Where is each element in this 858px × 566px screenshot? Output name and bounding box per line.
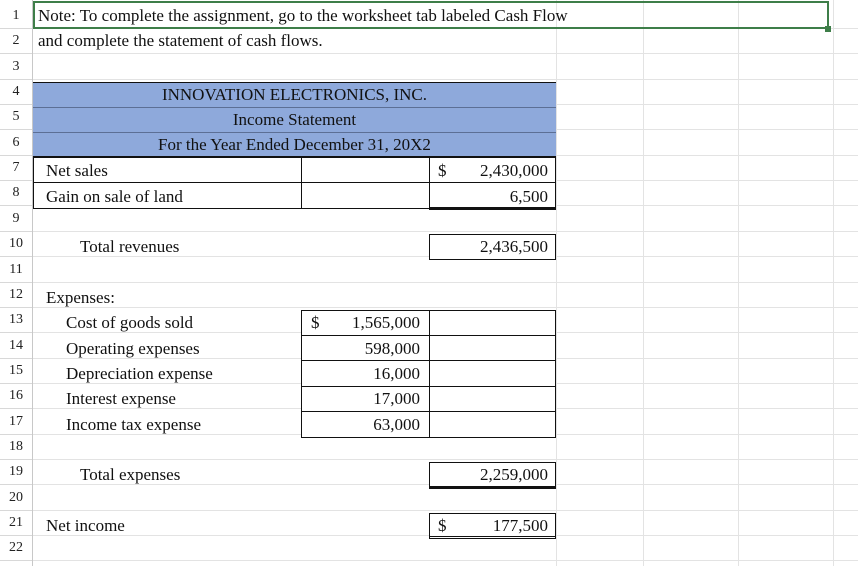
- row-header[interactable]: 22: [0, 536, 32, 561]
- label-net-income: Net income: [46, 516, 125, 535]
- grid-row-line: [33, 282, 858, 283]
- fill-handle[interactable]: [825, 26, 831, 32]
- grid-column-line: [738, 0, 739, 566]
- grid-row-line: [33, 459, 858, 460]
- label-net-sales: Net sales: [46, 161, 108, 180]
- note-line-2[interactable]: and complete the statement of cash flows.: [38, 31, 323, 50]
- row-header[interactable]: 18: [0, 435, 32, 460]
- header-divider: [33, 132, 556, 133]
- row-divider: [301, 360, 556, 361]
- currency-sign: $: [311, 313, 320, 332]
- row-header[interactable]: 2: [0, 29, 32, 54]
- value-income-tax[interactable]: 63,000: [373, 415, 420, 434]
- grid-row-line: [33, 560, 858, 561]
- row-header[interactable]: 13: [0, 308, 32, 333]
- double-underline: [429, 536, 556, 539]
- row-header[interactable]: 19: [0, 460, 32, 485]
- row-header[interactable]: 11: [0, 258, 32, 283]
- grid-column-line: [643, 0, 644, 566]
- value-net-income[interactable]: 177,500: [492, 516, 548, 535]
- row-header[interactable]: 12: [0, 283, 32, 308]
- row-header[interactable]: 3: [0, 55, 32, 80]
- grid-column-line: [833, 0, 834, 566]
- grid-row-line: [33, 307, 858, 308]
- row-header[interactable]: 21: [0, 511, 32, 536]
- grid-row-line: [33, 510, 858, 511]
- statement-title: Income Statement: [232, 110, 357, 129]
- value-interest[interactable]: 17,000: [373, 389, 420, 408]
- row-header[interactable]: 20: [0, 486, 32, 511]
- label-interest: Interest expense: [66, 389, 176, 408]
- grid-row-line: [33, 53, 858, 54]
- label-income-tax: Income tax expense: [66, 415, 201, 434]
- grid-row-line: [33, 79, 858, 80]
- double-underline: [429, 207, 556, 210]
- row-header[interactable]: 4: [0, 80, 32, 105]
- row-header[interactable]: 16: [0, 384, 32, 409]
- row-divider: [301, 335, 556, 336]
- row-header[interactable]: 17: [0, 410, 32, 435]
- value-total-expenses[interactable]: 2,259,000: [480, 465, 548, 484]
- grid-row-line: [33, 231, 858, 232]
- row-header[interactable]: 15: [0, 359, 32, 384]
- row-header[interactable]: 9: [0, 207, 32, 232]
- row-divider: [33, 182, 556, 183]
- input-box[interactable]: [429, 310, 556, 438]
- input-box[interactable]: [301, 157, 430, 209]
- row-header[interactable]: 1: [0, 4, 32, 29]
- row-divider: [301, 386, 556, 387]
- value-operating[interactable]: 598,000: [364, 339, 420, 358]
- label-gain-on-sale: Gain on sale of land: [46, 187, 183, 206]
- statement-period: For the Year Ended December 31, 20X2: [158, 135, 431, 154]
- label-total-revenues: Total revenues: [80, 237, 180, 256]
- currency-sign: $: [438, 516, 447, 535]
- row-header[interactable]: 7: [0, 156, 32, 181]
- grid-column-line: [556, 0, 557, 566]
- double-underline: [429, 486, 556, 489]
- value-net-sales[interactable]: 2,430,000: [480, 161, 548, 180]
- header-divider: [33, 107, 556, 108]
- label-operating: Operating expenses: [66, 339, 200, 358]
- value-depreciation[interactable]: 16,000: [373, 364, 420, 383]
- note-line-1[interactable]: Note: To complete the assignment, go to the worksheet tab labeled Cash Flow: [38, 6, 568, 25]
- value-total-revenues[interactable]: 2,436,500: [480, 237, 548, 256]
- label-depreciation: Depreciation expense: [66, 364, 213, 383]
- label-total-expenses: Total expenses: [80, 465, 181, 484]
- currency-sign: $: [438, 161, 447, 180]
- row-header[interactable]: 6: [0, 131, 32, 156]
- row-header[interactable]: 5: [0, 105, 32, 130]
- row-header[interactable]: 10: [0, 232, 32, 257]
- label-expenses: Expenses:: [46, 288, 115, 307]
- row-header[interactable]: 14: [0, 334, 32, 359]
- value-cogs[interactable]: 1,565,000: [352, 313, 420, 332]
- row-divider: [301, 411, 556, 412]
- row-header[interactable]: 8: [0, 181, 32, 206]
- label-cogs: Cost of goods sold: [66, 313, 194, 332]
- company-name: INNOVATION ELECTRONICS, INC.: [161, 85, 428, 104]
- value-gain-on-sale[interactable]: 6,500: [509, 187, 548, 206]
